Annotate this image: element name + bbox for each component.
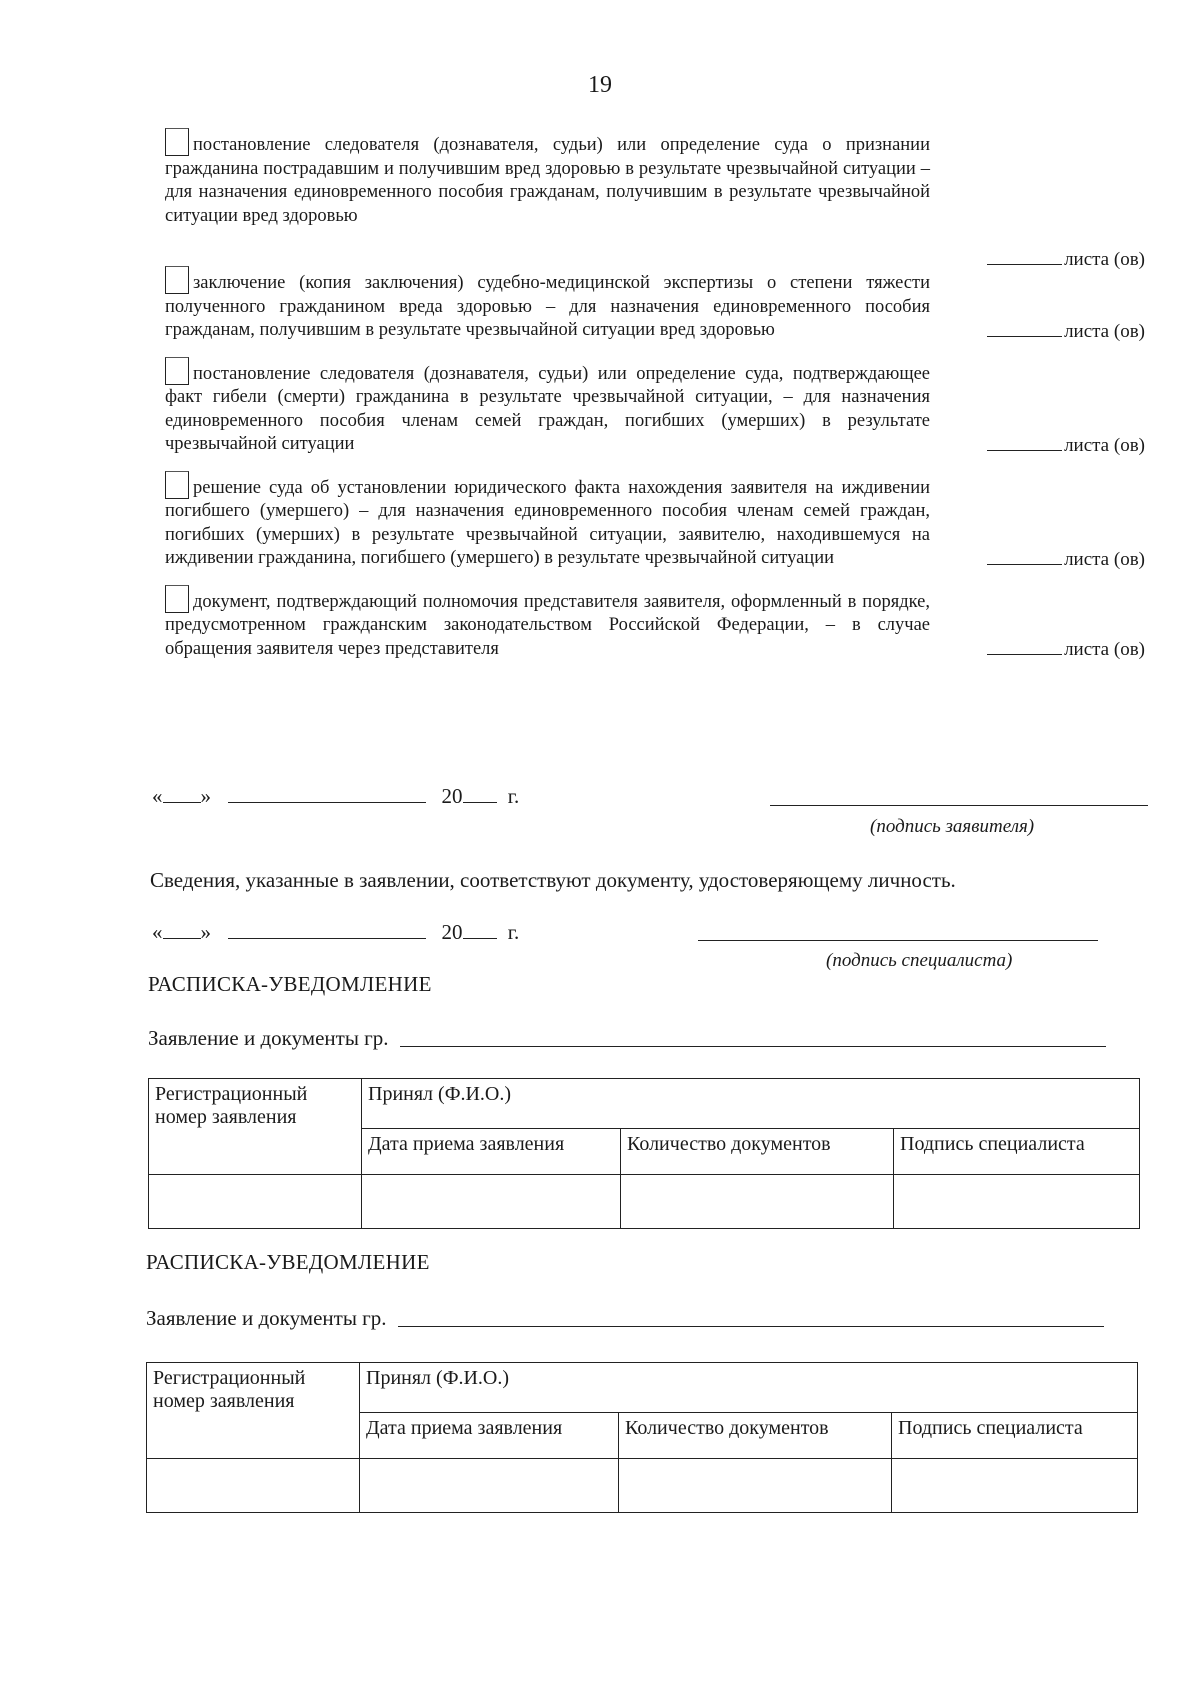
item-text — [165, 585, 930, 662]
specialist-signature-header: Подпись специалиста — [892, 1413, 1138, 1459]
checkbox[interactable] — [165, 357, 189, 385]
sheet-count-field[interactable] — [987, 318, 1062, 337]
sheet-count-label: листа (ов) — [1064, 434, 1145, 456]
list-item — [165, 128, 1145, 270]
quote-close: » — [200, 920, 211, 944]
receipt-title: РАСПИСКА-УВЕДОМЛЕНИЕ — [146, 1250, 430, 1274]
year-field[interactable] — [463, 782, 497, 803]
list-item — [165, 585, 1145, 662]
receipt-from — [146, 1304, 1104, 1331]
specialist-signature-header: Подпись специалиста — [894, 1129, 1140, 1175]
item-lead: решение — [193, 477, 261, 498]
year-prefix: 20 — [441, 920, 463, 944]
specialist-signature-line[interactable] — [698, 940, 1098, 941]
year-field[interactable] — [463, 918, 497, 939]
doc-count-header: Количество документов — [619, 1413, 892, 1459]
item-text — [165, 357, 930, 457]
sheet-count — [987, 546, 1145, 571]
date-received-cell[interactable] — [360, 1459, 619, 1513]
reg-number-cell[interactable] — [149, 1175, 362, 1229]
specialist-signature-cell[interactable] — [892, 1459, 1138, 1513]
day-field[interactable] — [163, 782, 201, 803]
accepted-by-header: Принял (Ф.И.О.) — [360, 1363, 1138, 1413]
item-lead: заключение — [193, 273, 286, 293]
checkbox[interactable] — [165, 128, 189, 156]
month-field[interactable] — [228, 782, 426, 803]
reg-number-header: Регистрационный номер заявления — [147, 1363, 360, 1459]
item-text — [165, 471, 930, 571]
sheet-count-label: листа (ов) — [1064, 249, 1145, 270]
accepted-by-header: Принял (Ф.И.О.) — [362, 1079, 1140, 1129]
applicant-signature-caption: (подпись заявителя) — [870, 816, 1035, 837]
item-body: (копия заключения) судебно-медицинской экспертизы о степени тяжести полученного гражданином вреда здоровью – для назначения единовременного пособия гражданам, получившим в результате чрезвычайной ситуации вред здоровью — [165, 273, 930, 340]
sheet-count — [987, 432, 1145, 457]
sheet-count-field[interactable] — [987, 246, 1062, 265]
doc-count-cell[interactable] — [619, 1459, 892, 1513]
sheet-count-field[interactable] — [987, 432, 1062, 451]
date-received-header: Дата приема заявления — [360, 1413, 619, 1459]
list-item — [165, 471, 1145, 571]
specialist-date — [152, 918, 519, 945]
checkbox[interactable] — [165, 585, 189, 613]
item-lead: документ, — [193, 591, 271, 612]
receipt-title: РАСПИСКА-УВЕДОМЛЕНИЕ — [148, 972, 432, 996]
applicant-name-field[interactable] — [398, 1304, 1104, 1327]
identity-statement: Сведения, указанные в заявлении, соответствуют документу, удостоверяющему личность. — [150, 868, 956, 892]
sheet-count — [987, 636, 1145, 661]
sheet-count-field[interactable] — [987, 546, 1062, 565]
specialist-signature-caption: (подпись специалиста) — [826, 950, 1013, 971]
quote-open: « — [152, 920, 163, 944]
list-item — [165, 357, 1145, 457]
year-prefix: 20 — [441, 784, 463, 808]
day-field[interactable] — [163, 918, 201, 939]
doc-count-header: Количество документов — [621, 1129, 894, 1175]
year-suffix: г. — [507, 784, 520, 808]
page-number: 19 — [588, 72, 612, 98]
receipt-from — [148, 1024, 1106, 1051]
receipt-table — [146, 1362, 1138, 1513]
receipt-from-label: Заявление и документы гр. — [148, 1026, 389, 1050]
sheet-count-label: листа (ов) — [1064, 639, 1145, 660]
sheet-count — [987, 318, 1145, 343]
doc-count-cell[interactable] — [621, 1175, 894, 1229]
applicant-date — [152, 782, 519, 809]
item-lead: постановление — [193, 363, 311, 384]
specialist-signature-cell[interactable] — [894, 1175, 1140, 1229]
item-body: суда об установлении юридического факта нахождения заявителя на иждивении погибшего (умершего) – для назначения единовременного пособия членам семей граждан, погибших (умерших) в результате чрезвычайной ситуации, заявителю, находившемуся на иждивении гражданина, погибшего (умершего) в результате чрезвычайной ситуации — [165, 477, 930, 568]
year-suffix: г. — [507, 920, 520, 944]
reg-number-header: Регистрационный номер заявления — [149, 1079, 362, 1175]
date-received-header: Дата приема заявления — [362, 1129, 621, 1175]
sheet-count-label: листа (ов) — [1064, 320, 1145, 342]
month-field[interactable] — [228, 918, 426, 939]
checkbox[interactable] — [165, 471, 189, 499]
sheet-count-label: листа (ов) — [1064, 548, 1145, 570]
date-received-cell[interactable] — [362, 1175, 621, 1229]
item-lead: постановление — [193, 135, 311, 155]
applicant-name-field[interactable] — [400, 1024, 1106, 1047]
item-text — [165, 266, 930, 343]
quote-close: » — [200, 784, 211, 808]
checkbox[interactable] — [165, 266, 189, 294]
applicant-signature-line[interactable] — [770, 805, 1148, 806]
item-text — [165, 128, 930, 228]
document-list — [165, 128, 1145, 675]
item-body: следователя (дознавателя, судьи) или определение суда о признании гражданина пострадавшим и получившим вред здоровью в результате чрезвычайной ситуации – для назначения единовременного пособия гражданам, получившим в результате чрезвычайной ситуации вред здоровью — [165, 135, 930, 226]
list-item — [165, 266, 1145, 343]
item-body: следователя (дознавателя, судьи) или определение суда, подтверждающее факт гибели (смерти) гражданина в результате чрезвычайной ситуации, – для назначения единовременного пособия членам семей граждан, погибших (умерших) в результате чрезвычайной ситуации — [165, 363, 930, 454]
sheet-count-field[interactable] — [987, 636, 1062, 655]
reg-number-cell[interactable] — [147, 1459, 360, 1513]
receipt-from-label: Заявление и документы гр. — [146, 1306, 387, 1330]
item-body: подтверждающий полномочия представителя заявителя, оформленный в порядке, предусмотренном гражданским законодательством Российской Федерации, – в случае обращения заявителя через представителя — [165, 591, 930, 659]
receipt-table — [148, 1078, 1140, 1229]
quote-open: « — [152, 784, 163, 808]
